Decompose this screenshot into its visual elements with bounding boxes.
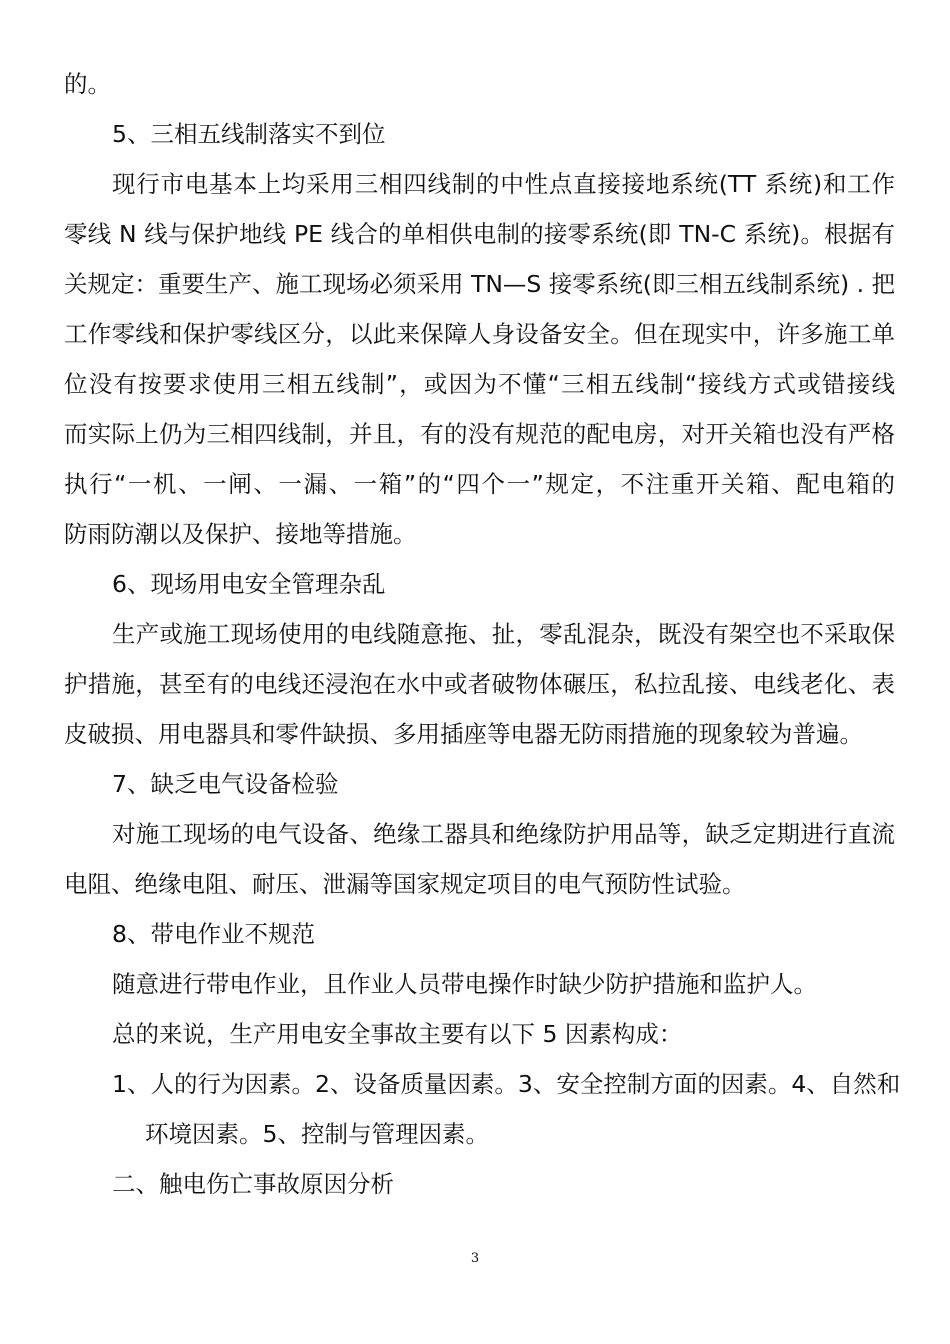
summary-line: 总的来说，生产用电安全事故主要有以下 5 因素构成： (112, 1020, 683, 1048)
chapter-heading: 二、触电伤亡事故原因分析 (112, 1170, 394, 1198)
paragraph-line: 关规定：重要生产、施工现场必须采用 TN—S 接零系统(即三相五线制系统) . 把 (64, 270, 896, 298)
paragraph-tail-line: 的。 (64, 70, 111, 98)
page-number: 3 (470, 1251, 480, 1266)
paragraph-line: 皮破损、用电器具和零件缺损、多用插座等电器无防雨措施的现象较为普遍。 (64, 720, 863, 748)
paragraph-line: 零线 N 线与保护地线 PE 线合的单相供电制的接零系统(即 TN-C 系统)。根据有 (64, 220, 895, 248)
paragraph-line: 电阻、绝缘电阻、耐压、泄漏等国家规定项目的电气预防性试验。 (64, 870, 746, 898)
paragraph-line: 随意进行带电作业，且作业人员带电操作时缺少防护措施和监护人。 (112, 970, 817, 998)
paragraph-line: 现行市电基本上均采用三相四线制的中性点直接接地系统(TT 系统)和工作 (112, 170, 895, 198)
paragraph-line: 执行“一机、一闸、一漏、一箱”的“四个一”规定，不注重开关箱、配电箱的 (64, 470, 895, 498)
section-heading-7: 7、缺乏电气设备检验 (112, 770, 339, 798)
list-item-line: 环境因素。5、控制与管理因素。 (145, 1120, 489, 1148)
list-item-line: 1、人的行为因素。2、设备质量因素。3、安全控制方面的因素。4、自然和 (112, 1070, 901, 1098)
section-heading-5: 5、三相五线制落实不到位 (112, 120, 386, 148)
paragraph-line: 而实际上仍为三相四线制，并且，有的没有规范的配电房，对开关箱也没有严格 (64, 420, 895, 448)
paragraph-line: 生产或施工现场使用的电线随意拖、扯，零乱混杂，既没有架空也不采取保 (112, 620, 895, 648)
section-heading-8: 8、带电作业不规范 (112, 920, 315, 948)
section-heading-6: 6、现场用电安全管理杂乱 (112, 570, 386, 598)
paragraph-line: 护措施，甚至有的电线还浸泡在水中或者破物体碾压，私拉乱接、电线老化、表 (64, 670, 895, 698)
paragraph-line: 防雨防潮以及保护、接地等措施。 (64, 520, 417, 548)
paragraph-line: 位没有按要求使用三相五线制”，或因为不懂“三相五线制“接线方式或错接线 (64, 370, 895, 398)
paragraph-line: 对施工现场的电气设备、绝缘工器具和绝缘防护用品等，缺乏定期进行直流 (112, 820, 895, 848)
paragraph-line: 工作零线和保护零线区分，以此来保障人身设备安全。但在现实中，许多施工单 (64, 320, 895, 348)
